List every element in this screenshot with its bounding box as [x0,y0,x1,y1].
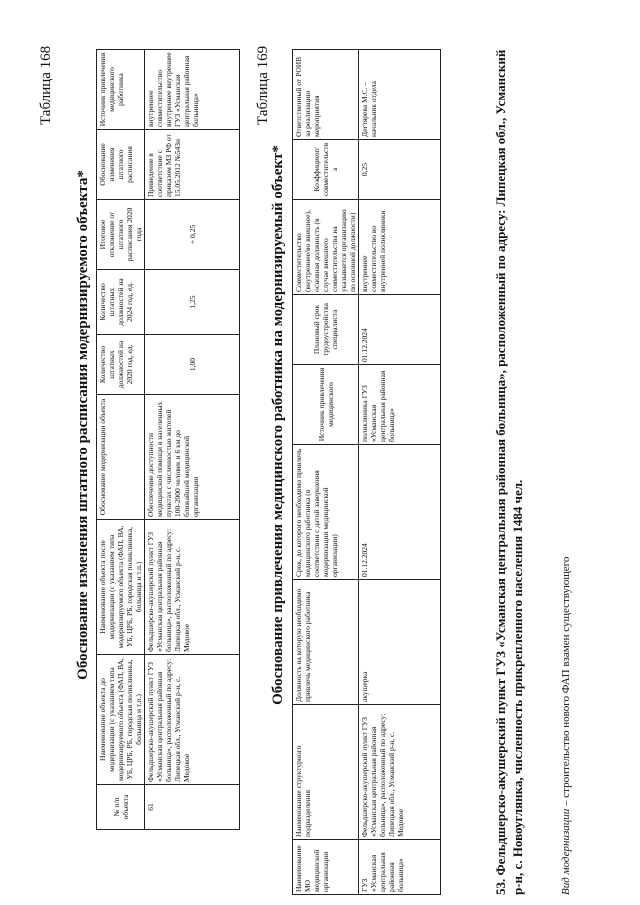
table-cell: 1,25 [145,270,240,335]
table-header-cell: Должность на которую необходимо привлечь медицинского работника [293,580,359,705]
table-header-cell: Срок, до которого необходимо привлечь медицинского работника (в соответствии с датой завершения модернизации медицинской организации) [293,445,359,580]
table-header-cell: Источник привлечения медицинского [293,365,359,445]
table-header-cell: Количество штатных должностей на 2020 год, ед. [97,335,145,395]
table-row [359,50,441,895]
table-cell: ГУЗ «Усманская центральная районная больница» [359,840,441,895]
table-header-cell: Источник привлечения медицинского работника [97,50,145,130]
table-cell: 01.12.2024 [359,295,441,365]
table-169 [292,49,441,895]
table-header-cell: Наименование объекта до модернизации (с указанием типа модернизируемого объекта (ФАП, ВА, УБ, ЦРБ, РБ, городская поликлиника, больница и т.п.) [97,655,145,785]
table-cell: Обеспечение доступности медицинской помощи в населенных пунктах с численностью жителей 100-2000 человек и 6 км до ближайшей медицинской организации [145,395,240,520]
table-169-header-row [293,50,359,895]
table-header-cell: Итоговое отклонение от штатного расписания 2020 года [97,200,145,270]
table-cell: Дегтярева М.С. – начальник отдела [359,50,441,140]
table-cell: внутреннее совместительство внутреннее внутреннее ГУЗ «Усманская центральная районная больница» [145,50,240,130]
table-header-cell: Коэффициент совместительства [293,140,359,200]
table-169-label: Таблица 169 [255,45,271,125]
table-cell: 0,25 [359,140,441,200]
table-header-cell: Ответственный от РОИВ за реализацию мероприятия [293,50,359,140]
table-header-cell: Наименование объекта после модернизации (с указанием типа модернизируемого объекта (ФАП, ВА, УБ, ЦРБ, РБ, городская поликлиника, больница и т.п.) [97,520,145,655]
table-cell: Фельдшерско-акушерский пункт ГУЗ «Усманская центральная районная больница», расположенный по адресу: Липецкая обл., Усманский р-н, с. Медовое [359,705,441,840]
table-header-cell: Количество штатных должностей на 2024 год, ед. [97,270,145,335]
modernization-type [560,45,572,895]
table-header-cell: Обоснование изменения штатного расписания [97,130,145,200]
table-cell: Приведение в соответствие с приказом МЗ РФ от 15.05.2012 №543н [145,130,240,200]
table-cell: акушерка [359,580,441,705]
table-row [145,50,240,830]
table-cell: Фельдшерско-акушерский пункт ГУЗ «Усманская центральная районная больница», расположенный по адресу: Липецкая обл., Усманский р-н, с. Медовое [145,655,240,785]
table-168 [96,49,240,830]
table-header-cell: Совместительство (внутреннее/во внешнее), основная должность (в случае внешнего совместительства на указывается организацию по основной должности) [293,200,359,295]
table-cell: 61 [145,785,240,830]
table-168-header-row [97,50,145,830]
table-169-title: Обоснование привлечения медицинского работника на модернизируемый объект* [270,145,286,705]
table-header-cell: Наименование структурного подразделения [293,705,359,840]
table-cell: + 0,25 [145,200,240,270]
table-168-title: Обоснование изменения штатного расписания модернизируемого объекта* [75,170,91,680]
table-cell: Фельдшерско-акушерский пункт ГУЗ «Усманская центральная районная больница», расположенный по адресу: Липецкая обл., Усманский р-н, с. Медовое [145,520,240,655]
table-cell: 1,00 [145,335,240,395]
table-168-label: Таблица 168 [38,45,54,125]
table-cell: внутреннее совместительство во внутренней поликлиники [359,200,441,295]
section-53-heading: 53. Фельдшерско-акушерский пункт ГУЗ «Усманская центральная районная больница», расположенный по адресу: Липецкая обл., Усманский р-н, с. Новоуглянка, численность прикрепленного населения 1484 чел. [493,49,525,895]
table-cell: поликлиника ГУЗ «Усманская центральная районная больница» [359,365,441,445]
table-header-cell: № п/п объекта [97,785,145,830]
modernization-type-label: Вид модернизации [560,808,572,895]
table-header-cell: Плановый срок трудоустройства специалиста [293,295,359,365]
table-header-cell: Обоснование модернизации объекта [97,395,145,520]
table-cell: 01.12.2024 [359,445,441,580]
modernization-type-text: – строительство нового ФАП взамен существующего [560,556,572,809]
table-header-cell: Наименование МО медицинской организации [293,840,359,895]
